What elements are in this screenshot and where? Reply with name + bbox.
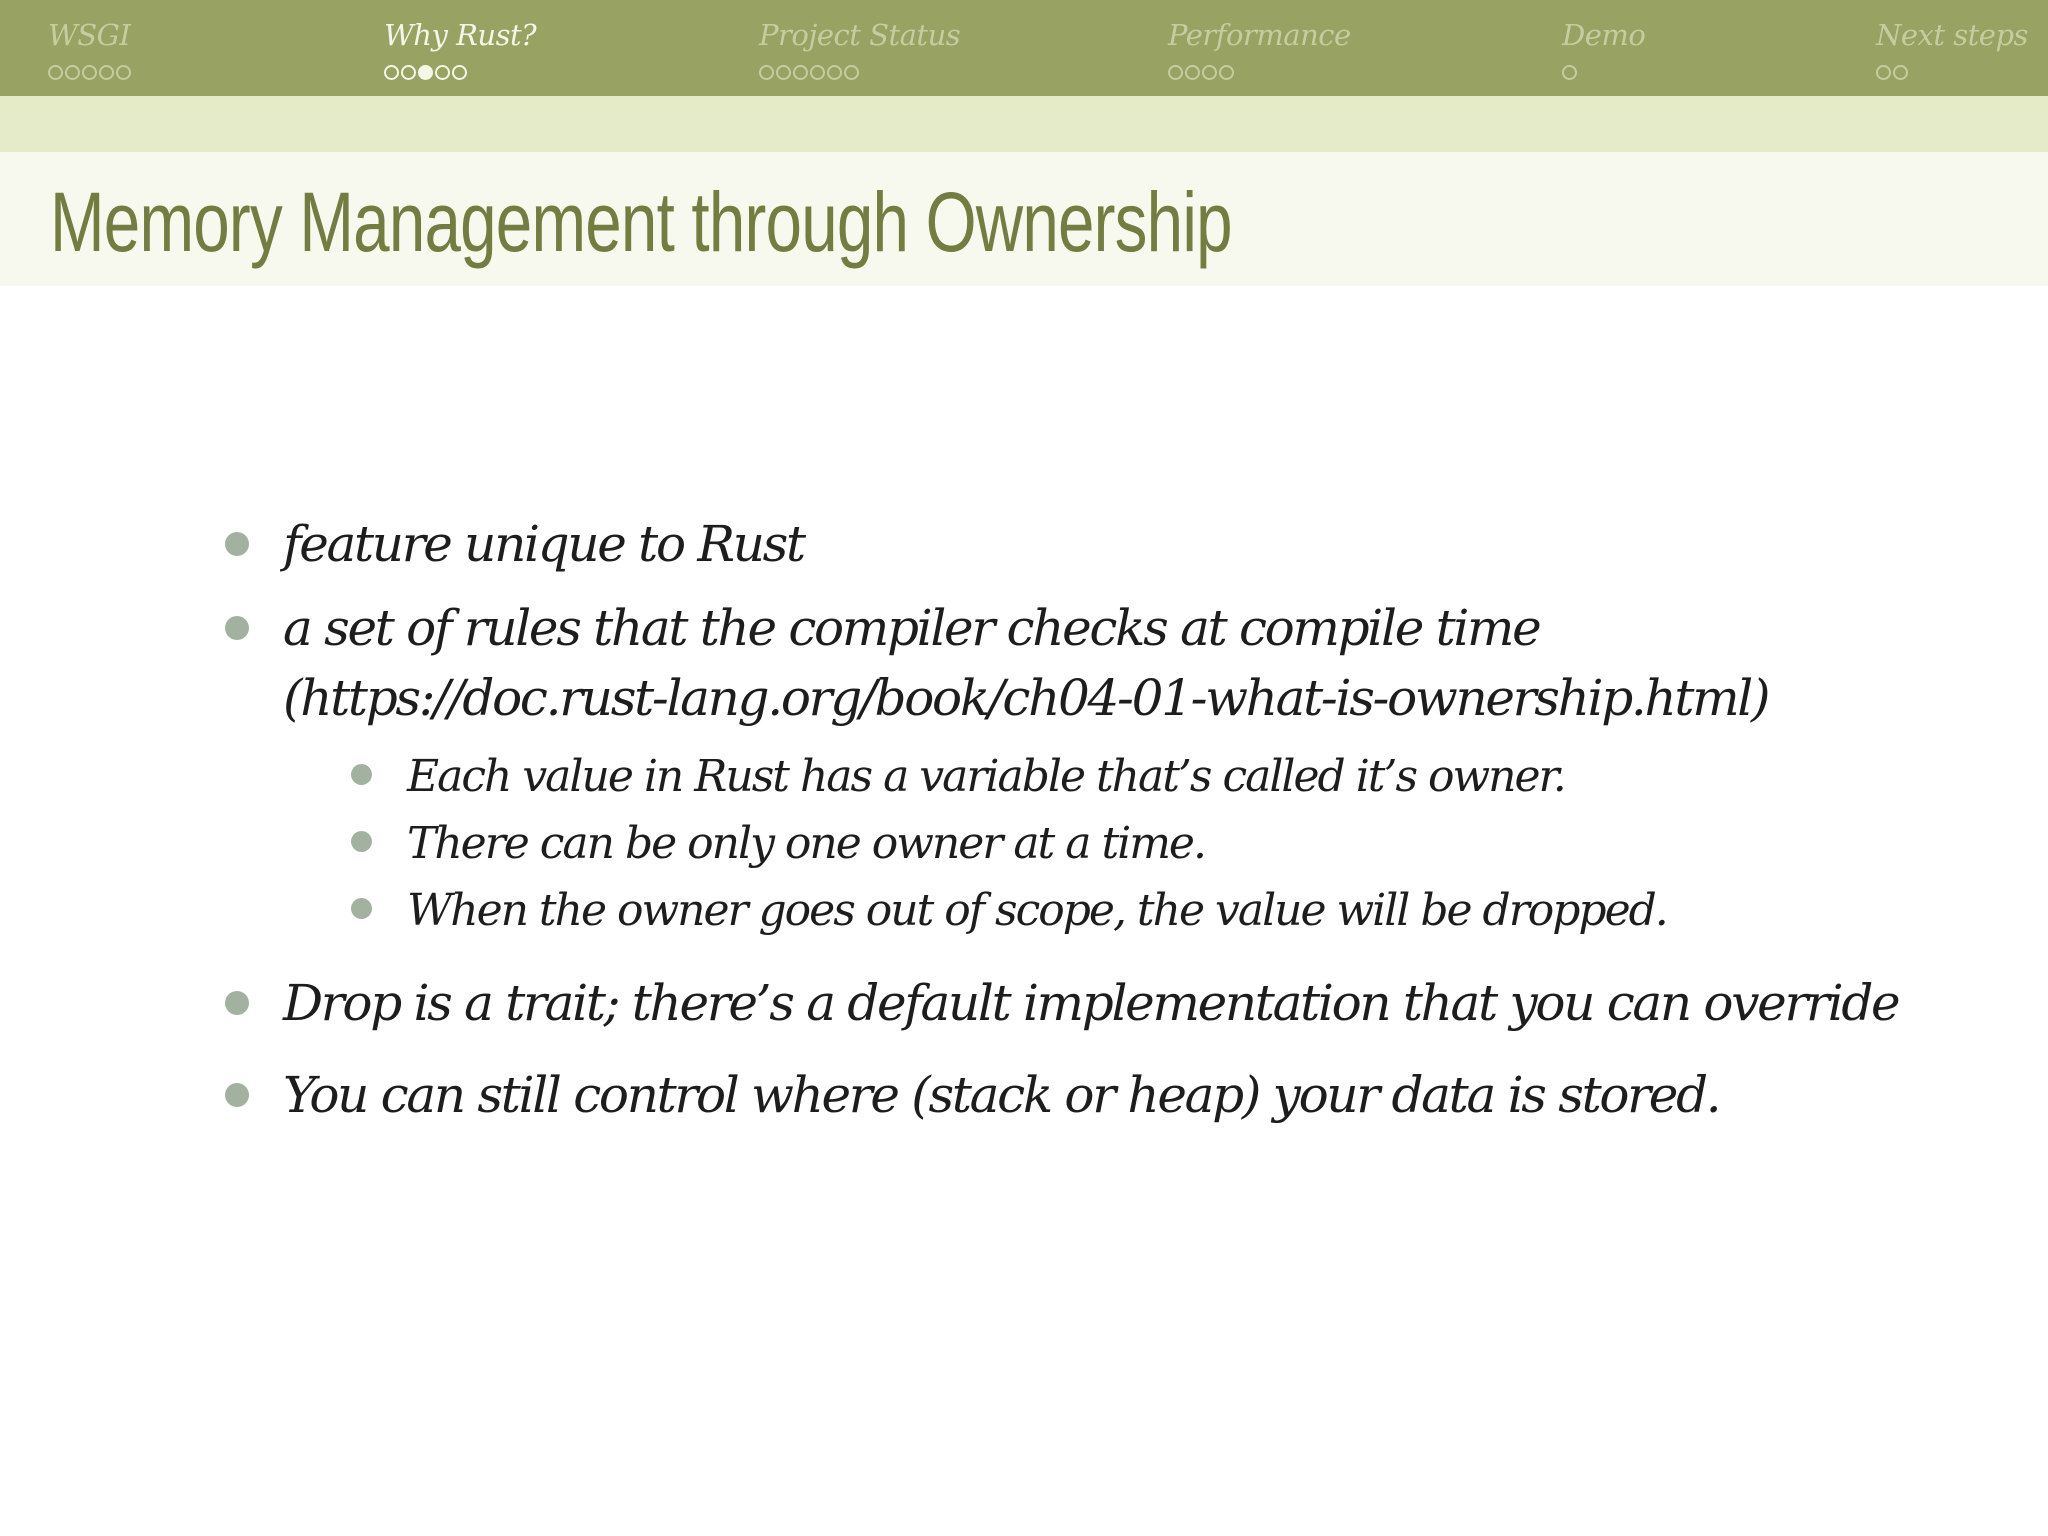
- bullet-item: You can still control where (stack or heap) your data is stored.: [283, 1066, 1720, 1124]
- bullet-marker: [225, 991, 249, 1015]
- nav-section-label: Next steps: [1876, 18, 2028, 52]
- nav-section-label: Performance: [1168, 18, 1351, 52]
- nav-section-label: WSGI: [48, 18, 131, 52]
- bullet-marker: [225, 616, 249, 640]
- sub-bullet-item: There can be only one owner at a time.: [407, 818, 1205, 869]
- bullet-marker: [225, 532, 249, 556]
- bullet-marker: [225, 1083, 249, 1107]
- bullet-item: feature unique to Rust: [283, 515, 804, 573]
- sub-bullet-marker: [351, 831, 372, 852]
- sub-bullet-marker: [351, 898, 372, 919]
- sub-bullet-item: Each value in Rust has a variable that’s called it’s owner.: [407, 751, 1565, 802]
- sub-bullet-marker: [351, 764, 372, 785]
- nav-section-label: Demo: [1562, 18, 1646, 52]
- bullet-item-continuation: (https://doc.rust-lang.org/book/ch04-01-what-is-ownership.html): [283, 669, 1769, 727]
- nav-section-label: Project Status: [759, 18, 961, 52]
- bullet-item: Drop is a trait; there’s a default implementation that you can override: [283, 974, 1899, 1032]
- slide-title: Memory Management through Ownership: [50, 175, 1232, 269]
- sub-bullet-item: When the owner goes out of scope, the value will be dropped.: [407, 885, 1667, 936]
- nav-section-label: Why Rust?: [384, 18, 537, 52]
- bullet-item: a set of rules that the compiler checks at compile time: [283, 599, 1540, 657]
